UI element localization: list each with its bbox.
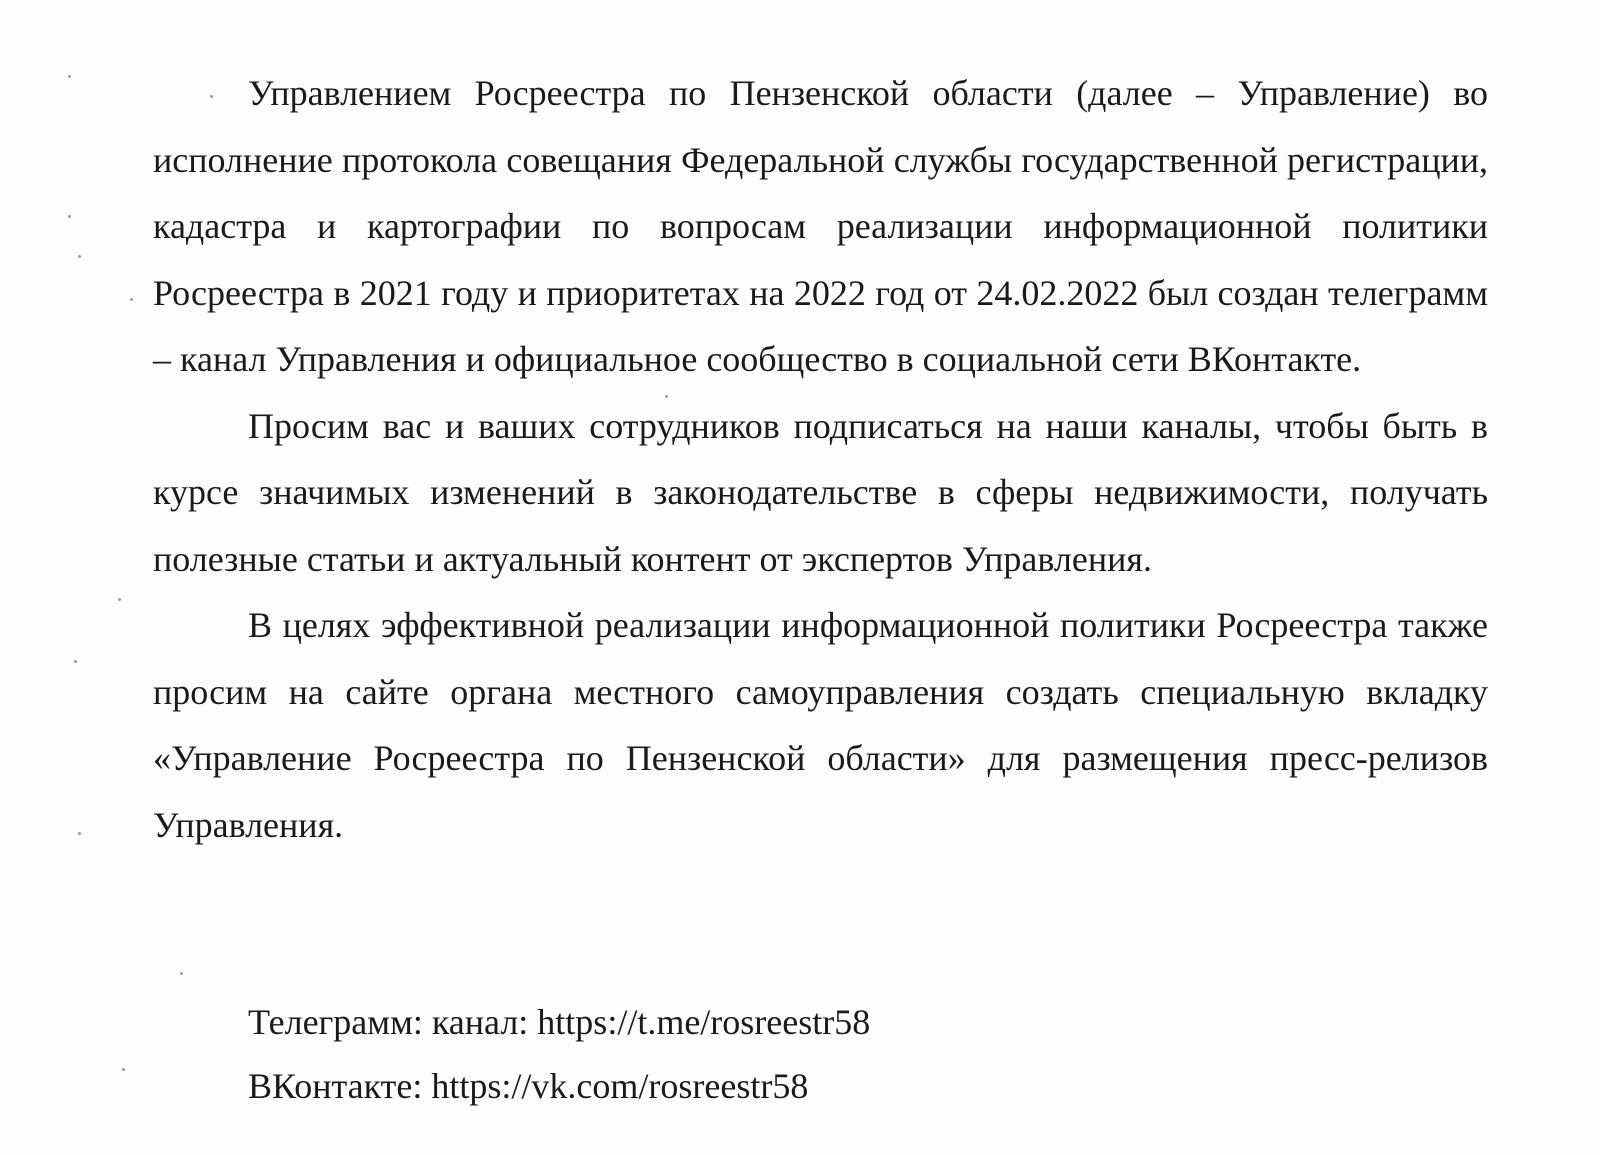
scan-speck bbox=[68, 75, 71, 78]
scan-speck bbox=[180, 972, 183, 975]
scan-speck bbox=[118, 598, 121, 601]
paragraph-website-tab-request: В целях эффективной реализации информационной политики Росреестра также просим на сайте органа местного самоуправления создать специальную вкладку «Управление Росреестра по Пензенской области» для размещения пресс-релизов Управления. bbox=[153, 605, 1488, 845]
letter-body bbox=[153, 60, 1488, 858]
vk-link: ВКонтакте: https://vk.com/rosreestr58 bbox=[248, 1066, 809, 1106]
scan-speck bbox=[78, 255, 81, 258]
telegram-link: Телеграмм: канал: https://t.me/rosreestr58 bbox=[248, 1002, 871, 1042]
scan-speck bbox=[78, 832, 81, 835]
contact-links bbox=[248, 990, 870, 1118]
scan-speck bbox=[74, 660, 77, 663]
scan-speck bbox=[68, 215, 71, 218]
scan-speck bbox=[122, 1068, 125, 1071]
paragraph-channel-created: Управлением Росреестра по Пензенской области (далее – Управление) во исполнение протокола совещания Федеральной службы государственной регистрации, кадастра и картографии по вопросам реализации информационной политики Росреестра в 2021 году и приоритетах на 2022 год от 24.02.2022 был создан телеграмм – канал Управления и официальное сообщество в социальной сети ВКонтакте. bbox=[153, 73, 1488, 379]
scan-speck bbox=[130, 298, 133, 301]
paragraph-subscribe-request: Просим вас и ваших сотрудников подписаться на наши каналы, чтобы быть в курсе значимых изменений в законодательстве в сферы недвижимости, получать полезные статьи и актуальный контент от экспертов Управления. bbox=[153, 405, 1488, 579]
